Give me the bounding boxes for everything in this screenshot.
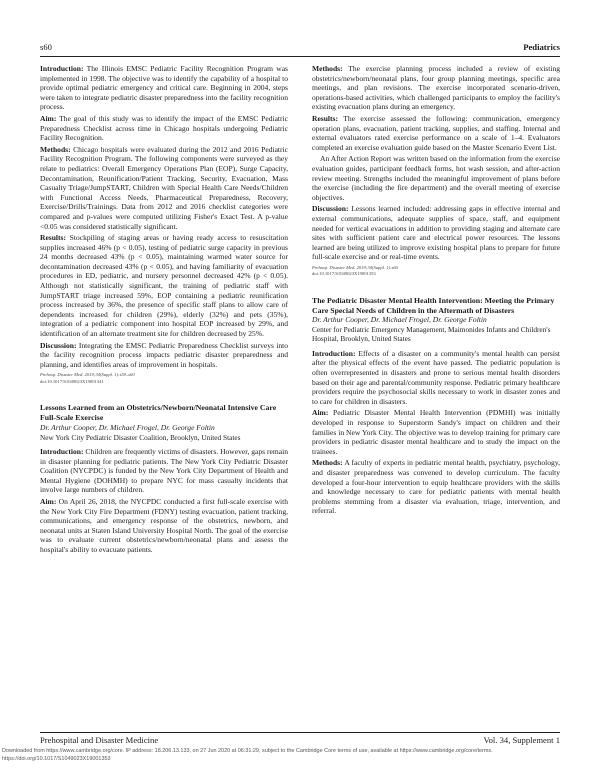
citation: Prehosp. Disaster Med. 2019;34(Suppl. 1):s59–s60 [40,372,135,378]
section-title: Pediatrics [523,42,560,52]
right-column [312,64,560,518]
left-column [40,64,288,557]
volume-info: Vol. 34, Supplement 1 [483,735,560,745]
journal-name: Prehospital and Disaster Medicine [40,735,159,745]
paragraph: Aim: Pediatric Disaster Mental Health Intervention (PDMHI) was initially developed in response to Superstorm Sandy's impact on children and their families in New York City. The objective was to develop training for primary care providers in pediatric disaster mental healthcare and to study the impact on the trainees. [312,408,560,456]
paragraph: Methods: Chicago hospitals were evaluated during the 2012 and 2016 Pediatric Facility Recognition Program. The following components were surveyed as they relate to pediatrics: Overall Emergency Operations Plan (EOP), Surge Capacity, Decontamination, Reunification/Patient Tracking, Security, Evacuation, Mass Casualty Triage/JumpSTART, Children with Special Health Care Needs/Children with Functional Access Needs, Pharmaceutical Preparedness, Recovery, Exercise/Drills/Trainings. Data from 2012 and 2016 checklist categories were compared and p-values were computed utilizing Fisher's Exact Test. A p-value <0.05 was considered statistically significant. [40,144,288,231]
paragraph: Methods: A faculty of experts in pediatric mental health, psychiatry, psychology, and disaster preparedness was convened to develop curriculum. The faculty developed a four-hour intervention to equip healthcare providers with the skills and knowledge necessary to care for pediatric patients with mental health problems stemming from a disaster via evaluation, triage, intervention, and referral. [312,458,560,516]
abstract-title: The Pediatric Disaster Mental Health Intervention: Meeting the Primary Care Special Needs of Children in the Aftermath of Disasters [312,295,555,315]
paragraph: Discussion: Integrating the EMSC Pediatric Preparedness Checklist surveys into the facility recognition process impacts pediatric disaster preparedness and planning, and identifies areas of improvement in hospitals. [40,340,288,369]
paragraph: Introduction: The Illinois EMSC Pediatric Facility Recognition Program was implemented in 1998. The objective was to identify the capability of a hospital to provide optimal pediatric emergency and critical care. Beginning in 2004, steps were taken to integrate pediatric disaster preparedness into the facility recognition process. [40,64,288,112]
running-header [40,42,560,56]
affiliation: Center for Pediatric Emergency Management, Maimonides Infants and Children's Hospital, Brooklyn, United States [312,325,551,344]
abstract-title: Lessons Learned from an Obstetrics/Newborn/Neonatal Intensive Care Full-Scale Exercise [40,403,277,423]
paragraph: Results: The exercise assessed the following: communication, emergency operation plans, evacuation, patient tracking, supplies, and staffing. Internal and external evaluators rated exercise performance on a scale of 1–4. Evaluators completed an exercise evaluation guide based on the Master Scenario Event List. [312,113,560,152]
paragraph: An After Action Report was written based on the information from the exercise evaluation guides, participant feedback forms, hot wash session, and after-action review meeting. Strengths included the meaningful improvement of plans before the exercise (including the fire department) and the overall meeting of exercise objectives. [312,154,560,202]
affiliation: New York City Pediatric Disaster Coalition, Brooklyn, United States [40,432,241,442]
doi-link[interactable]: doi:10.1017/S1049023X19001353 [312,271,376,277]
citation: Prehosp. Disaster Med. 2019;34(Suppl. 1):s60 [312,264,398,270]
download-notice [0,748,600,763]
paragraph: Aim: The goal of this study was to identify the impact of the EMSC Pediatric Preparedness Checklist across time in Chicago hospitals undergoing Pediatric Facility Recognition. [40,113,288,143]
page-number: s60 [40,42,52,52]
paragraph: Discussion: Lessons learned included: addressing gaps in effective internal and external communications, adequate supplies of space, staff, and equipment needed for vertical evacuations in addition to providing staging and alternate care sites with sufficient patient care and electrical power resources. The lessons learned are being utilized to improve existing hospital plans to prepare for future full-scale exercise and or real-time events. [312,204,560,262]
footer-rule [40,732,560,733]
header-rule [40,56,560,57]
download-line: Downloaded from https://www.cambridge.org/core. IP address: 18.206.13.133, on 27 Jun 2020 at 06:31:29, subject to the Cambridge Core terms of use, available at https://www.cambridge.org/core/terms. [2,748,493,754]
paragraph: Methods: The exercise planning process included a review of existing obstetrics/newborn/neonatal plans, four group planning meetings, specific area meetings, and plan revisions. The exercise incorporated scenario-driven, operations-based activities, which challenged participants to employ the facility's existing evacuation plans during an emergency. [312,64,560,112]
author-list: Dr. Arthur Cooper, Dr. Michael Frogel, Dr. George Foltin [312,315,487,325]
doi-link[interactable]: doi:10.1017/S1049023X19001341 [40,379,104,384]
author-list: Dr. Arthur Cooper, Dr. Michael Frogel, Dr. George Foltin [40,423,215,432]
paragraph: Results: Stockpiling of staging areas or having ready access to resuscitation supplies increased 46% (p < 0.05), testing of pediatric surge capacity in previous 24 months decreased 43% (p < 0.05), maintaining warmed water source for decontamination decreased 43% (p < 0.05), and having familiarity of evacuation procedures in ED, pediatric, and nursery personnel decreased 42% (p < 0.05). Although not statistically significant, the training of pediatric staff with JumpSTART triage increased 59%, EOP containing a pediatric reunification process increased by 36%, the presence of specific staff plans to allow care of dependents increased for children (29%), elderly (32%) and pets (35%), integration of a pediatric component into hospital EOP increased by 29%, and identification of an alternate treatment site for children decreased by 25%. [40,233,288,339]
download-doi-link[interactable]: https://doi.org/10.1017/S1049023X19001353 [2,755,111,762]
paragraph: Introduction: Effects of a disaster on a community's mental health can persist after the physical effects of the event have passed. The pediatric population is often overrepresented in disasters and prone to serious mental health disorders based on their age and parental/community response. Pediatric primary healthcare providers require the psychosocial skills necessary to work in disaster zones and to care for children in disasters. [312,348,560,406]
paragraph: Introduction: Children are frequently victims of disasters. However, gaps remain in disaster planning for pediatric patients. The New York City Pediatric Disaster Coalition (NYCPDC) is funded by the New York City Department of Health and Mental Hygiene (DOHMH) to prepare NYC for mass casualty incidents that involve large numbers of children. [40,447,288,495]
paragraph: Aim: On April 26, 2018, the NYCPDC conducted a first full-scale exercise with the New York City Fire Department (FDNY) testing evacuation, patient tracking, communications, and emergency response of the obstetrics, newborn, and neonatal units at Staten Island University Hospital North. The goal of the exercise was to evaluate current obstetrics/newborn/neonatal plans and assess the hospital's ability to evacuate patients. [40,496,288,554]
